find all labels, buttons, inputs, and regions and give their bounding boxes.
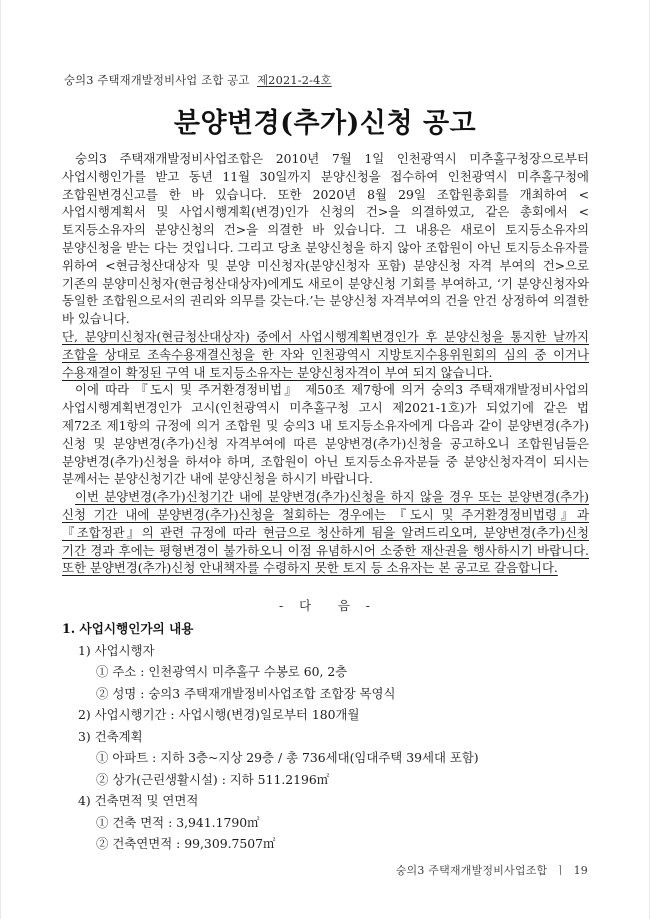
- outline-item-5: 2) 사업시행기간 : 사업시행(변경)일로부터 180개월: [78, 707, 360, 722]
- outline-item-6: 3) 건축계획: [78, 728, 143, 744]
- outline-item-11: ② 건축연면적 : 99,309.7507㎡: [96, 836, 276, 851]
- paragraph-2-underlined: 단, 분양미신청자(현금청산대상자) 중에서 사업시행계획변경인가 후 분양신청을 통지한 날까지 조합을 상대로 조속수용재결신청을 한 자와 인천광역시 지방토지수용위원회의 심의 중 이거나 수용재결이 확정된 구역 내 토지등소유자는 분양신청자격이 부여 되지 않습니다.: [62, 328, 589, 380]
- paragraph-4-underlined: 이번 분양변경(추가)신청기간 내에 분양변경(추가)신청을 하지 않을 경우 또는 분양변경(추가)신청 기간 내에 분양변경(추가)신청을 철회하는 경우에는 『도시 및 주거환경정비법령』과 『조합정관』의 관련 규정에 따라 현금으로 청산하게 됨을 알려드리오며, 분양변경(추가)신청 기간 경과 후에는 평형변경이 불가하오니 이점 유념하시어 소중한 재산권을 행사하시기 바랍니다. 또한 분양변경(추가)신청 안내책자를 수령하지 못한 토지 등 소유자는 본 공고로 갈음합니다.: [62, 489, 589, 576]
- outline-item-3: ① 주소 : 인천광역시 미추홀구 수봉로 60, 2층: [96, 664, 348, 679]
- footer-separator: ㅣ: [555, 864, 566, 877]
- paragraph-1: 숭의3 주택재개발정비사업조합은 2010년 7월 1일 인천광역시 미추홀구청장으로부터 사업시행인가를 받고 동년 11월 30일까지 분양신청을 접수하여 인천광역시 미추홀구청에 조합원변경신고를 한 바 있습니다. 또한 2020년 8월 29일 조합원총회를 개최하여 <사업시행계획서 및 사업시행계획(변경)인가 신청의 건>을 의결하였고, 같은 총회에서 <토지등소유자의 분양신청의 건>을 의결한 바 있습니다. 그 내용은 새로이 토지등소유자의 분양신청을 받는 다는 것입니다. 그리고 당초 분양신청을 하지 않아 조합원이 아닌 토지등소유자를 위하여 <현금청산대상자 및 분양 미신청자(분양신청자 포함) 분양신청 자격 부여의 건>으로 기존의 분양미신청자(현금청산대상자)에게도 새로이 분양신청 기회를 부여하고, ‘기 분양신청자와 동일한 조합원으로서의 권리와 의무를 갖는다.’는 분양신청 자격부여의 건을 안건 상정하여 의결한 바 있습니다.: [62, 151, 589, 327]
- outline-item-1: 1. 사업시행인가의 내용: [62, 621, 194, 636]
- header-organization-line: 숭의3 주택재개발정비사업 조합 공고: [64, 74, 250, 87]
- outline-item-10: ① 건축 면적 : 3,941.1790㎡: [96, 814, 260, 830]
- document-footer: [396, 862, 588, 878]
- daum-divider: [0, 596, 650, 614]
- page-title: 분양변경(추가)신청 공고: [173, 108, 477, 139]
- footer-organization-name: 숭의3 주택재개발정비사업조합: [395, 864, 548, 877]
- divider-word-first: 다: [299, 598, 313, 613]
- divider-left-dash: -: [279, 598, 285, 613]
- outline-item-7: ① 아파트 : 지하 3층~지상 29층 / 총 736세대(임대주택 39세대 포함): [96, 750, 479, 765]
- outline-item-9: 4) 건축면적 및 연면적: [78, 793, 199, 808]
- outline-item-2: 1) 사업시행자: [78, 642, 155, 658]
- divider-word-second: 음: [337, 598, 351, 613]
- outline-item-4: ② 성명 : 숭의3 주택재개발정비사업조합 조합장 목영식: [96, 685, 396, 701]
- paragraph-3: 이에 따라 『도시 및 주거환경정비법』 제50조 제7항에 의거 숭의3 주택재개발정비사업의 사업시행계획변경인가 고시(인천광역시 미추홀구청 고시 제2021-1호)가 되었기에 같은 법 제72조 제1항의 규정에 의거 조합원 및 숭의3 내 토지등소유자에게 다음과 같이 분양변경(추가)신청 및 분양변경(추가)신청 자격부여에 따른 분양변경(추가)신청을 공고하오니 조합원님들은 분양변경(추가)신청을 하셔야 하며, 조합원이 아닌 토지등소유자분들 중 분양신청자격이 되시는 분께서는 분양신청기간 내에 분양신청을 하시기 바랍니다.: [62, 382, 589, 487]
- footer-page-number: 19: [573, 864, 588, 877]
- document-header: [64, 72, 332, 88]
- header-notice-number: 제2021-2-4호: [257, 74, 332, 87]
- outline-list: [62, 618, 589, 855]
- outline-item-8: ② 상가(근린생활시설) : 지하 511.2196㎡: [96, 771, 330, 787]
- body-text-block: [62, 150, 589, 577]
- divider-right-dash: -: [365, 598, 371, 613]
